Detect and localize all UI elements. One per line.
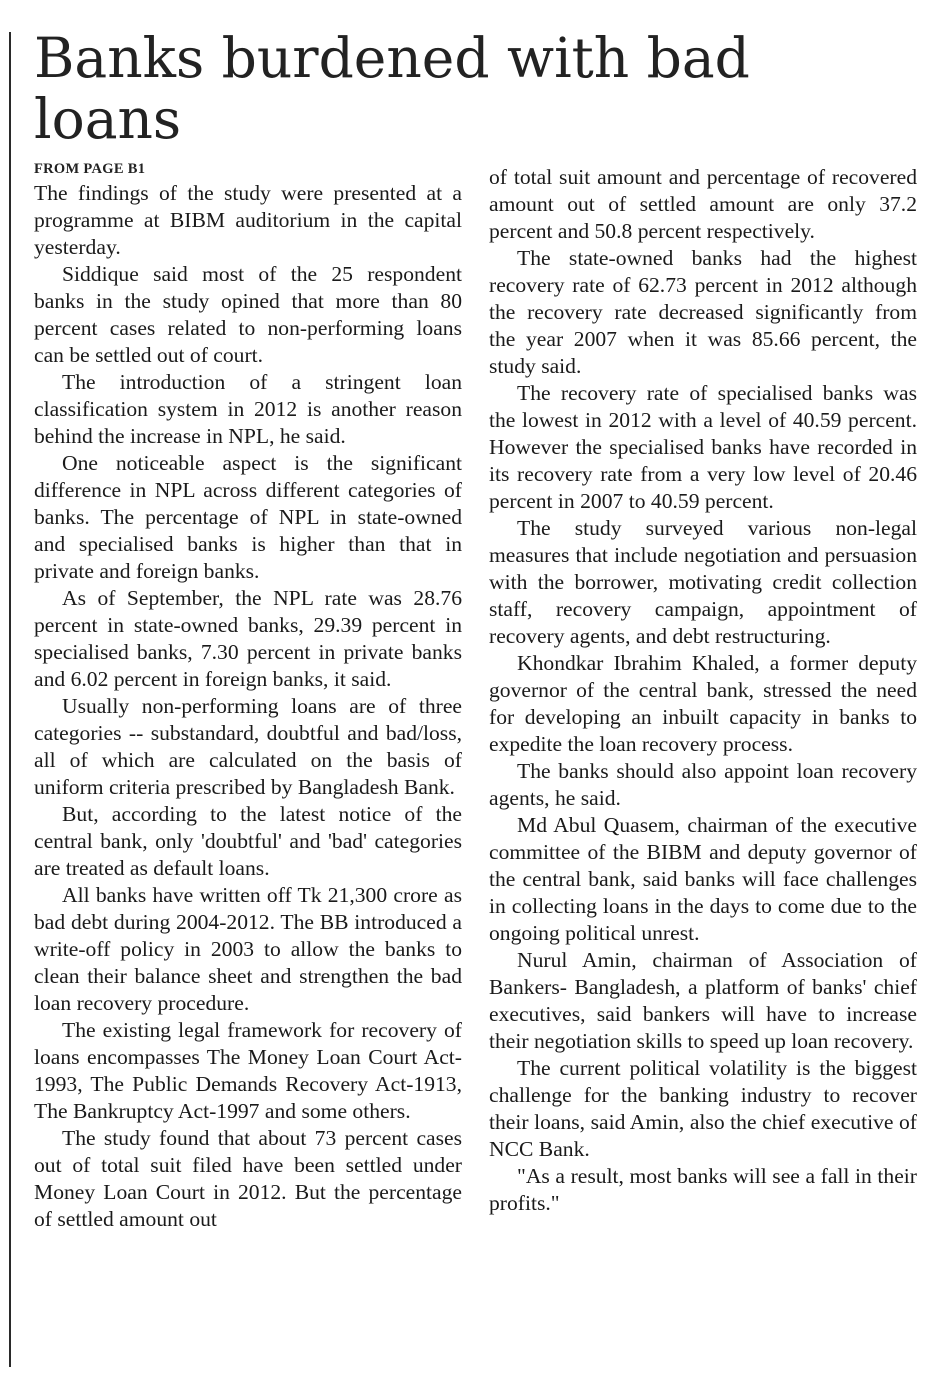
paragraph: Khondkar Ibrahim Khaled, a former deputy governor of the central bank, stressed the need for developing an inbuilt capacity in banks to expedite the loan recovery process. xyxy=(489,651,917,756)
paragraph: All banks have written off Tk 21,300 crore as bad debt during 2004-2012. The BB introduced a write-off policy in 2003 to allow the banks to clean their balance sheet and strengthen the bad loan recovery procedure. xyxy=(34,883,462,1015)
paragraph: Siddique said most of the 25 respondent banks in the study opined that more than 80 percent cases related to non-performing loans can be settled out of court. xyxy=(34,262,462,367)
headline: Banks burdened with bad loans xyxy=(34,26,750,151)
paragraph: "As a result, most banks will see a fall in their profits." xyxy=(489,1164,917,1215)
paragraph: The current political volatility is the biggest challenge for the banking industry to recover their loans, said Amin, also the chief executive of NCC Bank. xyxy=(489,1056,917,1161)
paragraph: Md Abul Quasem, chairman of the executive committee of the BIBM and deputy governor of the central bank, said banks will face challenges in collecting loans in the days to come due to the ongoing political unrest. xyxy=(489,813,917,945)
paragraph: The banks should also appoint loan recovery agents, he said. xyxy=(489,759,917,810)
paragraph: The introduction of a stringent loan classification system in 2012 is another reason behind the increase in NPL, he said. xyxy=(34,370,462,448)
paragraph: The state-owned banks had the highest recovery rate of 62.73 percent in 2012 although the recovery rate decreased significantly from the year 2007 when it was 85.66 percent, the study said. xyxy=(489,246,917,378)
paragraph: Usually non-performing loans are of three categories -- substandard, doubtful and bad/loss, all of which are calculated on the basis of uniform criteria prescribed by Bangladesh Bank. xyxy=(34,694,462,799)
dateline: FROM PAGE B1 xyxy=(34,161,146,177)
paragraph: The study found that about 73 percent cases out of total suit filed have been settled under Money Loan Court in 2012. But the percentage of settled amount out xyxy=(34,1126,462,1231)
left-column xyxy=(34,160,462,1233)
paragraph: The existing legal framework for recovery of loans encompasses The Money Loan Court Act-1993, The Public Demands Recovery Act-1913, The Bankruptcy Act-1997 and some others. xyxy=(34,1018,462,1123)
paragraph: The recovery rate of specialised banks was the lowest in 2012 with a level of 40.59 percent. However the specialised banks have recorded in its recovery rate from a very low level of 20.46 percent in 2007 to 40.59 percent. xyxy=(489,381,917,513)
paragraph: But, according to the latest notice of the central bank, only 'doubtful' and 'bad' categories are treated as default loans. xyxy=(34,802,462,880)
paragraph: of total suit amount and percentage of recovered amount out of settled amount are only 37.2 percent and 50.8 percent respectively. xyxy=(489,165,917,243)
paragraph: One noticeable aspect is the significant difference in NPL across different categories of banks. The percentage of NPL in state-owned and specialised banks is higher than that in private and foreign banks. xyxy=(34,451,462,583)
paragraph: The study surveyed various non-legal measures that include negotiation and persuasion with the borrower, motivating credit collection staff, recovery campaign, appointment of recovery agents, and debt restructuring. xyxy=(489,516,917,648)
paragraph: The findings of the study were presented at a programme at BIBM auditorium in the capital yesterday. xyxy=(34,181,462,259)
right-column xyxy=(489,164,917,1217)
paragraph: As of September, the NPL rate was 28.76 percent in state-owned banks, 29.39 percent in specialised banks, 7.30 percent in private banks and 6.02 percent in foreign banks, it said. xyxy=(34,586,462,691)
paragraph: Nurul Amin, chairman of Association of Bankers- Bangladesh, a platform of banks' chief executives, said bankers will have to increase their negotiation skills to speed up loan recovery. xyxy=(489,948,917,1053)
column-rule xyxy=(9,32,11,1367)
